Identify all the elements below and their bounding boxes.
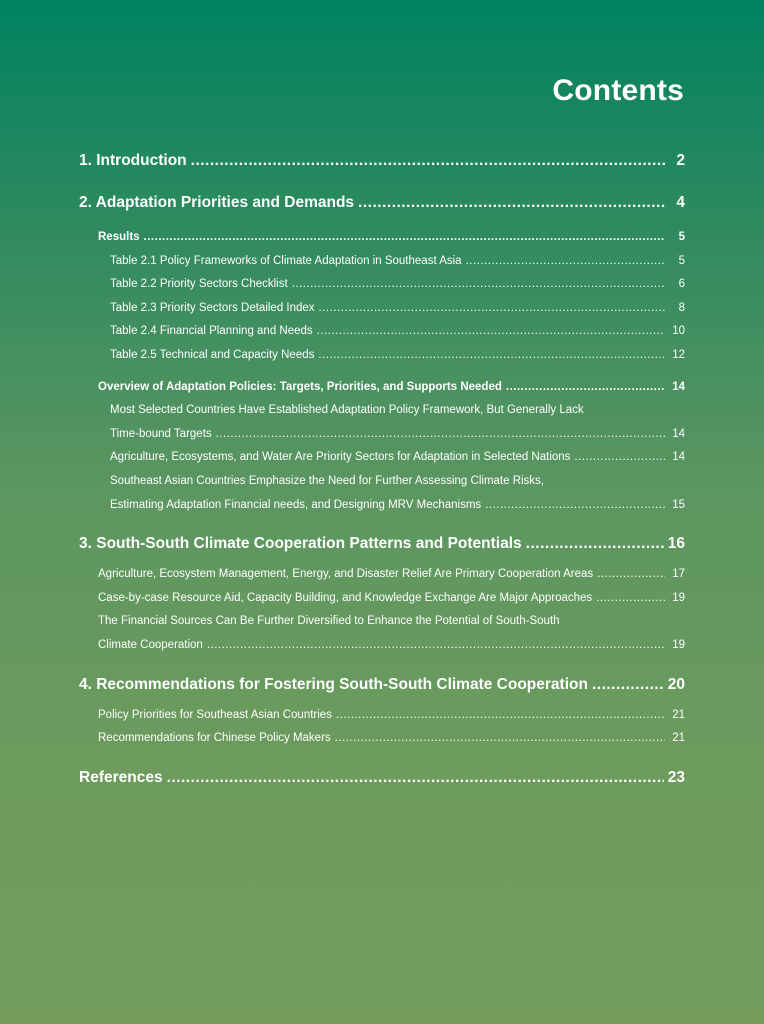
toc-subsection-chinese-policy[interactable] — [79, 727, 685, 751]
dot-leader — [526, 533, 664, 555]
toc-label: Table 2.4 Financial Planning and Needs — [110, 325, 313, 338]
toc-section-introduction[interactable] — [79, 150, 685, 172]
toc-page-number: 5 — [678, 254, 685, 267]
dot-leader — [597, 563, 665, 587]
toc-page-number: 21 — [672, 708, 685, 721]
dot-leader — [485, 494, 665, 518]
toc-subsection-policy-priorities[interactable] — [79, 704, 685, 728]
toc-label: Table 2.2 Priority Sectors Checklist — [110, 278, 288, 291]
toc-subsection-cooperation-areas[interactable] — [79, 563, 685, 587]
toc-item-first-line[interactable]: The Financial Sources Can Be Further Diversified to Enhance the Potential of South-South — [98, 615, 560, 628]
table-of-contents — [79, 150, 685, 789]
dot-leader — [506, 376, 665, 400]
toc-item-table-2-3[interactable] — [79, 297, 685, 321]
toc-page-number: 14 — [672, 427, 685, 440]
toc-page-number: 17 — [672, 568, 685, 581]
toc-page-number: 6 — [678, 278, 685, 291]
dot-leader — [292, 273, 665, 297]
toc-subsection-approaches[interactable] — [79, 587, 685, 611]
toc-item-policy-framework[interactable] — [79, 423, 685, 447]
dot-leader — [207, 634, 665, 658]
toc-label: Estimating Adaptation Financial needs, and Designing MRV Mechanisms — [110, 498, 482, 511]
toc-section-adaptation[interactable] — [79, 192, 685, 214]
toc-label: Climate Cooperation — [98, 638, 203, 651]
dot-leader — [592, 674, 664, 696]
dot-leader — [574, 446, 665, 470]
dot-leader — [317, 320, 665, 344]
dot-leader — [336, 704, 665, 728]
toc-subsection-overview[interactable] — [79, 376, 685, 400]
toc-page-number: 15 — [672, 498, 685, 511]
toc-item-table-2-5[interactable] — [79, 344, 685, 368]
toc-label: Policy Priorities for Southeast Asian Countries — [98, 708, 332, 721]
toc-label: Table 2.1 Policy Frameworks of Climate Adaptation in Southeast Asia — [110, 254, 462, 267]
toc-label: Time-bound Targets — [110, 427, 212, 440]
toc-item-climate-risks[interactable] — [79, 494, 685, 518]
toc-label: 2. Adaptation Priorities and Demands — [79, 194, 355, 211]
toc-label: 1. Introduction — [79, 152, 187, 169]
toc-page-number: 23 — [667, 768, 685, 786]
toc-page-number: 16 — [667, 535, 685, 553]
dot-leader — [167, 767, 664, 789]
toc-label: Case-by-case Resource Aid, Capacity Building, and Knowledge Exchange Are Major Approaches — [98, 591, 593, 604]
toc-item-table-2-2[interactable] — [79, 273, 685, 297]
toc-section-south-south-patterns[interactable] — [79, 533, 685, 555]
toc-page-number: 19 — [672, 638, 685, 651]
dot-leader — [596, 587, 665, 611]
dot-leader — [466, 250, 665, 274]
dot-leader — [318, 344, 665, 368]
toc-page-number: 14 — [672, 380, 685, 393]
toc-label: Agriculture, Ecosystem Management, Energy, and Disaster Relief Are Primary Cooperation Areas — [98, 568, 594, 581]
dot-leader — [144, 226, 665, 250]
toc-page-number: 8 — [678, 301, 685, 314]
toc-item-table-2-1[interactable] — [79, 250, 685, 274]
toc-page-number: 4 — [676, 194, 685, 211]
toc-page-number: 12 — [672, 348, 685, 361]
toc-section-references[interactable] — [79, 767, 685, 789]
toc-page-number: 19 — [672, 591, 685, 604]
toc-label: References — [79, 768, 163, 786]
toc-label: Overview of Adaptation Policies: Targets, Priorities, and Supports Needed — [98, 380, 502, 393]
toc-item-first-line[interactable]: Most Selected Countries Have Established Adaptation Policy Framework, But Generally Lack — [110, 404, 584, 417]
toc-label: Agriculture, Ecosystems, and Water Are Priority Sectors for Adaptation in Selected Nations — [110, 451, 571, 464]
toc-subsection-results[interactable] — [79, 226, 685, 250]
toc-page-number: 5 — [678, 231, 685, 243]
toc-label: Results — [98, 231, 140, 243]
toc-label: 4. Recommendations for Fostering South-South Climate Cooperation — [79, 675, 588, 693]
toc-item-priority-sectors[interactable] — [79, 446, 685, 470]
toc-page-number: 20 — [667, 675, 685, 693]
toc-item-first-line[interactable]: Southeast Asian Countries Emphasize the Need for Further Assessing Climate Risks, — [110, 474, 545, 487]
dot-leader — [358, 192, 665, 214]
dot-leader — [319, 297, 665, 321]
dot-leader — [335, 727, 665, 751]
toc-page-number: 10 — [672, 325, 685, 338]
page-title: Contents — [552, 74, 684, 107]
toc-page-number: 21 — [672, 732, 685, 745]
toc-label: Recommendations for Chinese Policy Makers — [98, 732, 331, 745]
toc-label: Table 2.5 Technical and Capacity Needs — [110, 348, 315, 361]
toc-subsection-financial-sources[interactable] — [79, 634, 685, 658]
toc-label: Table 2.3 Priority Sectors Detailed Index — [110, 301, 315, 314]
toc-section-recommendations[interactable] — [79, 674, 685, 696]
toc-item-table-2-4[interactable] — [79, 320, 685, 344]
dot-leader — [216, 423, 665, 447]
toc-label: 3. South-South Climate Cooperation Patterns and Potentials — [79, 535, 522, 553]
toc-page-number: 2 — [676, 152, 685, 169]
dot-leader — [191, 150, 665, 172]
toc-page-number: 14 — [672, 451, 685, 464]
